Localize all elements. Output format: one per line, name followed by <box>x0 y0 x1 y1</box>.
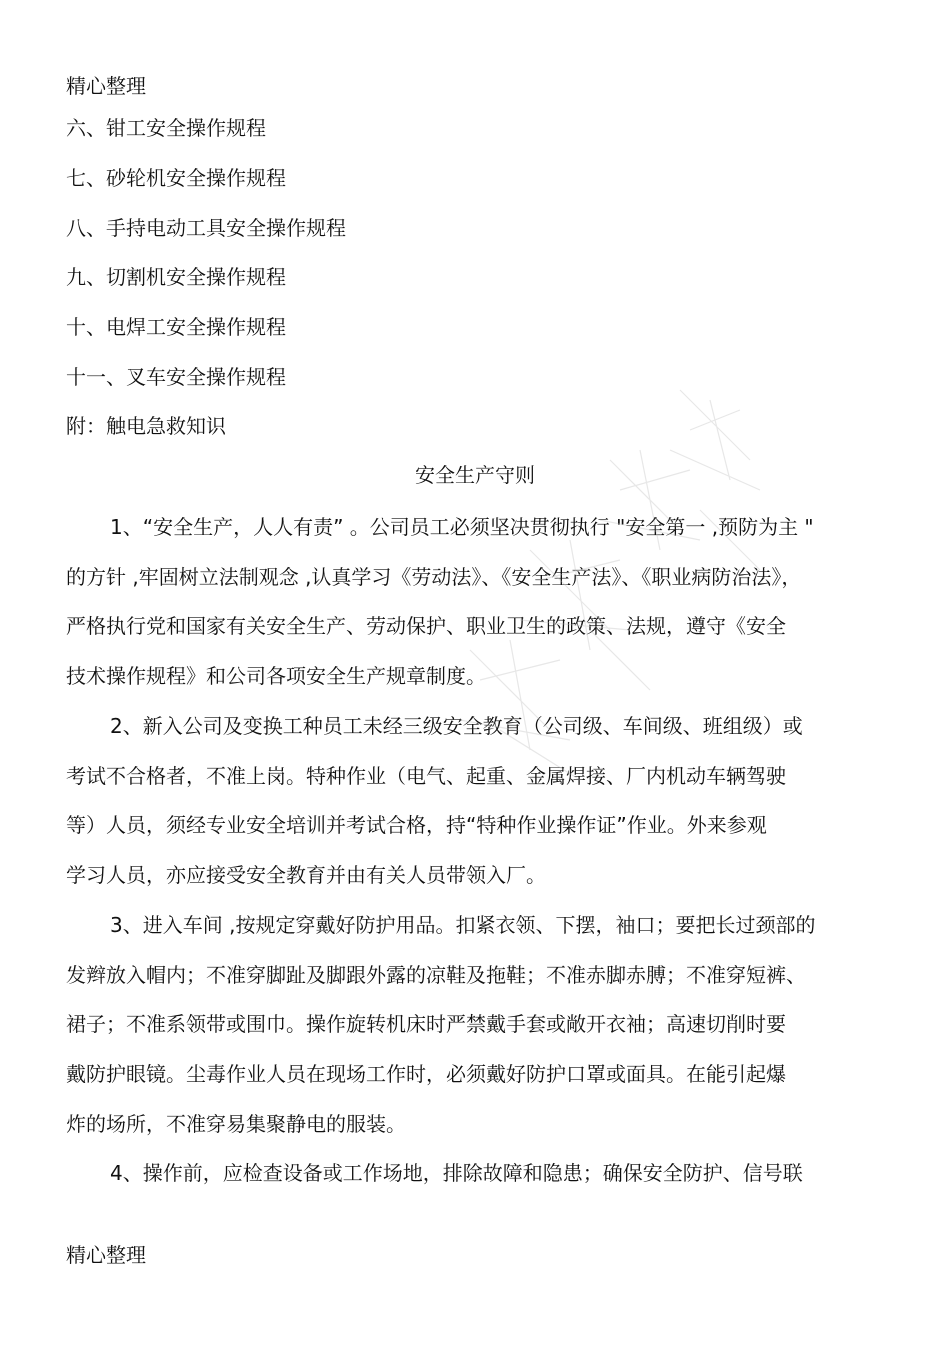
toc-item-appendix: 附：触电急救知识 <box>66 414 226 438</box>
paragraph-line: 考试不合格者，不准上岗。特种作业（电气、起重、金属焊接、厂内机动车辆驾驶 <box>66 764 786 788</box>
toc-item-8: 八、手持电动工具安全操作规程 <box>66 216 346 240</box>
paragraph-line: 的方针 ,牢固树立法制观念 ,认真学习《劳动法》、《安全生产法》、《职业病防治法》， <box>66 565 802 589</box>
paragraph-line: 2、新入公司及变换工种员工未经三级安全教育（公司级、车间级、班组级）或 <box>110 714 803 738</box>
paragraph-line: 炸的场所，不准穿易集聚静电的服装。 <box>66 1112 406 1136</box>
toc-item-7: 七、砂轮机安全操作规程 <box>66 166 286 190</box>
paragraph-line: 1、“安全生产，人人有责” 。公司员工必须坚决贯彻执行 "安全第一 ,预防为主 " <box>110 515 814 539</box>
paragraph-line: 裙子；不准系领带或围巾。操作旋转机床时严禁戴手套或敞开衣袖；高速切削时要 <box>66 1012 786 1036</box>
paragraph-line: 戴防护眼镜。尘毒作业人员在现场工作时，必须戴好防护口罩或面具。在能引起爆 <box>66 1062 786 1086</box>
paragraph-line: 4、操作前，应检查设备或工作场地，排除故障和隐患；确保安全防护、信号联 <box>110 1161 803 1185</box>
paragraph-line: 技术操作规程》和公司各项安全生产规章制度。 <box>66 664 486 688</box>
page-header: 精心整理 <box>66 74 146 98</box>
toc-item-6: 六、钳工安全操作规程 <box>66 116 266 140</box>
paragraph-line: 3、进入车间 ,按规定穿戴好防护用品。扣紧衣领、下摆，袖口；要把长过颈部的 <box>110 913 816 937</box>
page-footer: 精心整理 <box>66 1243 146 1267</box>
toc-item-10: 十、电焊工安全操作规程 <box>66 315 286 339</box>
toc-item-11: 十一、叉车安全操作规程 <box>66 365 286 389</box>
paragraph-line: 发辫放入帽内；不准穿脚趾及脚跟外露的凉鞋及拖鞋；不准赤脚赤膊；不准穿短裤、 <box>66 963 806 987</box>
toc-item-9: 九、切割机安全操作规程 <box>66 265 286 289</box>
section-title: 安全生产守则 <box>415 463 535 487</box>
paragraph-line: 严格执行党和国家有关安全生产、劳动保护、职业卫生的政策、法规，遵守《安全 <box>66 614 786 638</box>
paragraph-line: 等）人员，须经专业安全培训并考试合格，持“特种作业操作证”作业。外来参观 <box>66 813 767 837</box>
paragraph-line: 学习人员，亦应接受安全教育并由有关人员带领入厂。 <box>66 863 546 887</box>
